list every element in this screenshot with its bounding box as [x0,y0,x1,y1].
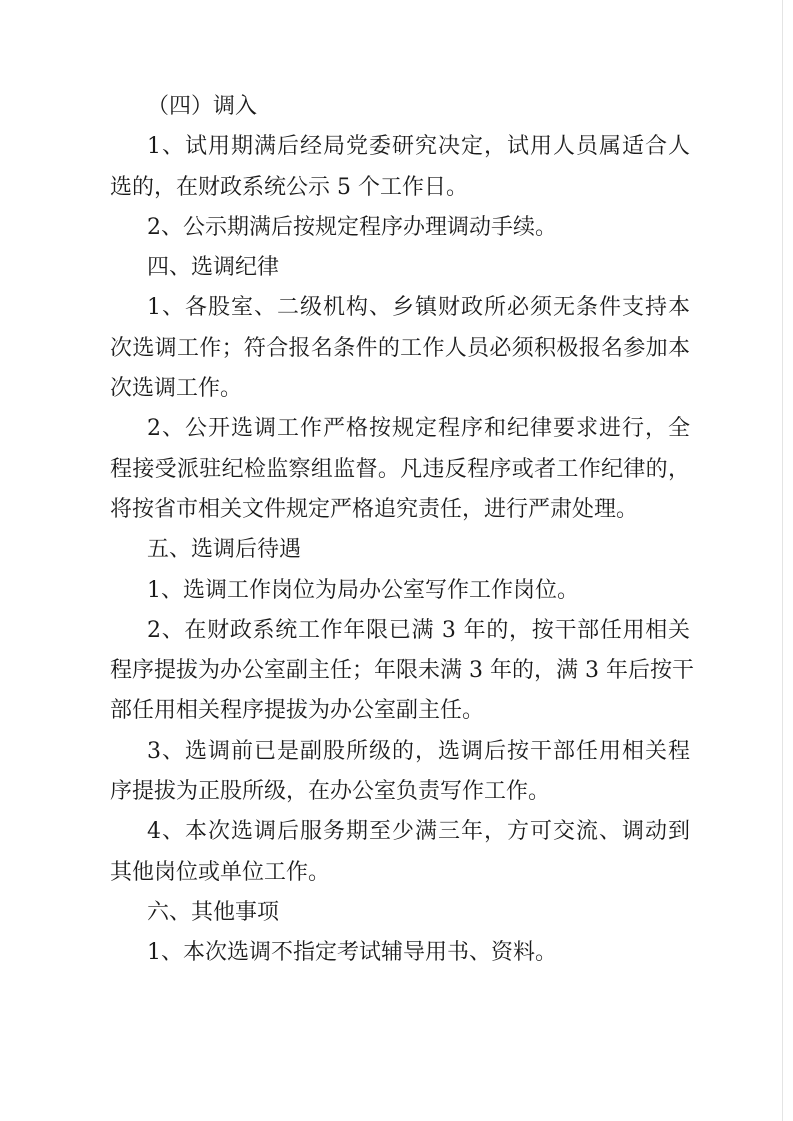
text-line: 五、选调后待遇 [147,537,302,563]
paragraph [110,611,694,732]
text-line: 选的，在财政系统公示 5 个工作日。 [110,174,468,200]
paragraph [110,87,690,127]
text-line: 次选调工作。 [110,376,243,402]
text-line: 四、选调纪律 [147,255,280,281]
text-line: 1、各股室、二级机构、乡镇财政所必须无条件支持本 [147,295,690,321]
text-line: 部任用相关程序提拔为办公室副主任。 [110,698,485,724]
paragraph [110,248,690,288]
paragraph [110,288,690,409]
paragraph [110,933,690,973]
paragraph [110,127,690,208]
paragraph [110,530,690,570]
text-line: 2、在财政系统工作年限已满 3 年的，按干部任用相关 [147,617,690,643]
paragraph [110,893,690,933]
text-line: （四）调入 [147,94,258,119]
text-line: 4、本次选调后服务期至少满三年，方可交流、调动到 [147,819,690,845]
text-line: 1、试用期满后经局党委研究决定，试用人员属适合人 [147,134,690,160]
paragraph [110,409,690,530]
text-line: 1、选调工作岗位为局办公室写作工作岗位。 [147,577,579,603]
page-edge [782,0,783,1121]
text-line: 六、其他事项 [147,899,280,925]
paragraph [110,812,690,893]
paragraph [110,208,690,248]
text-line: 3、选调前已是副股所级的，选调后按干部任用相关程 [147,738,690,764]
text-line: 程序提拔为办公室副主任；年限未满 3 年的，满 3 年后按干 [110,658,694,684]
text-line: 1、本次选调不指定考试辅导用书、资料。 [147,940,557,966]
text-line: 序提拔为正股所级，在办公室负责写作工作。 [110,779,551,805]
text-line: 2、公示期满后按规定程序办理调动手续。 [147,214,557,240]
paragraph [110,571,690,611]
text-line: 次选调工作；符合报名条件的工作人员必须积极报名参加本 [110,335,690,361]
paragraph [110,732,690,813]
text-line: 2、公开选调工作严格按规定程序和纪律要求进行，全 [147,416,690,442]
text-line: 其他岗位或单位工作。 [110,859,331,885]
text-line: 将按省市相关文件规定严格追究责任，进行严肃处理。 [110,496,639,522]
text-line: 程接受派驻纪检监察组监督。凡违反程序或者工作纪律的， [110,456,690,482]
document-body [110,87,694,974]
